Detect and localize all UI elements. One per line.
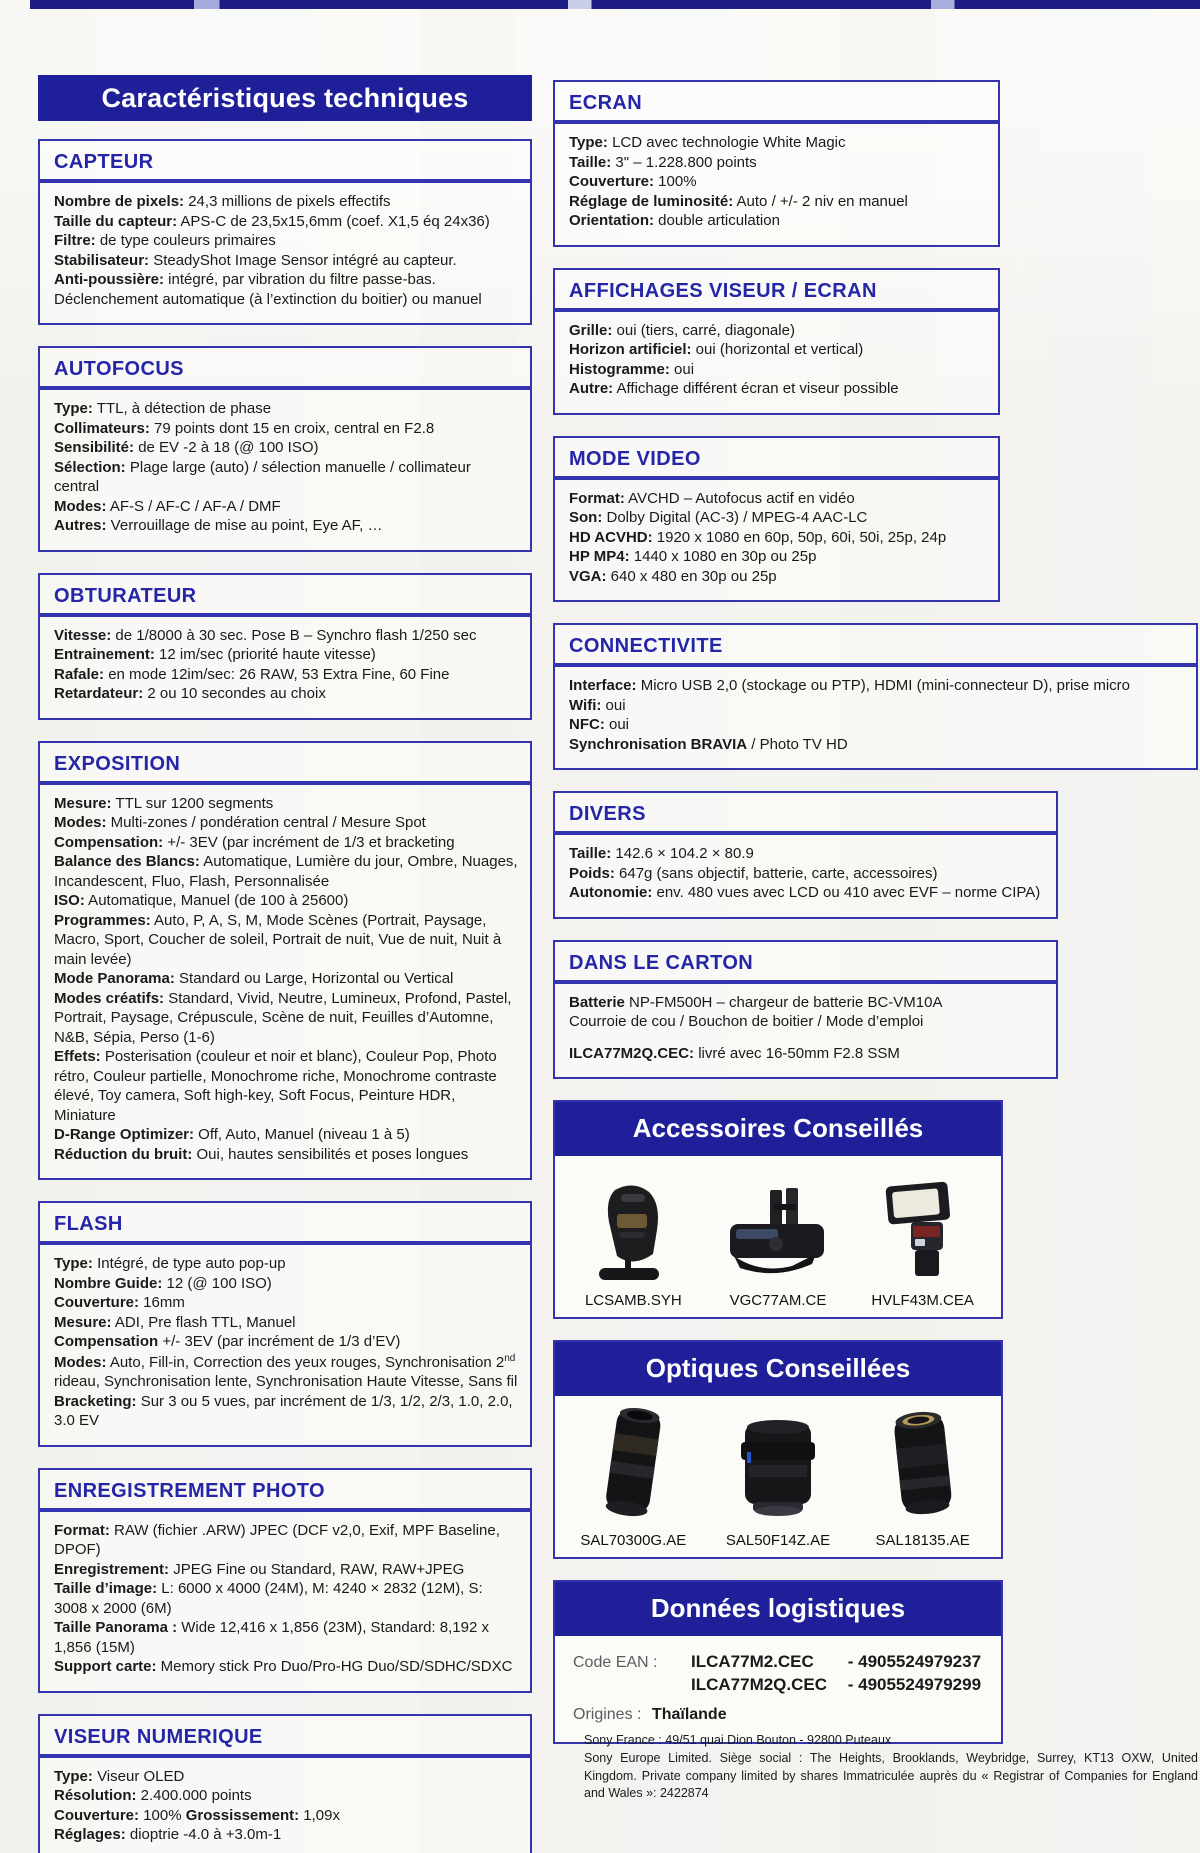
section-body — [555, 312, 998, 413]
section-body — [555, 667, 1196, 768]
spec-line: Son: Dolby Digital (AC-3) / MPEG-4 AAC-LC — [569, 509, 868, 526]
section-video — [553, 436, 1000, 603]
spec-line: NFC: oui — [569, 716, 630, 733]
ean-number: - 4905524979237 — [847, 1652, 982, 1671]
spec-line: Mesure: ADI, Pre flash TTL, Manuel — [54, 1313, 296, 1331]
spec-line: Retardateur: 2 ou 10 secondes au choix — [54, 685, 326, 702]
section-affichages — [553, 268, 1000, 415]
spec-line: Compensation +/- 3EV (par incrément de 1/3 d’EV) — [54, 1333, 401, 1350]
flash-unit-photo — [851, 1172, 994, 1284]
spec-line: Autre: Affichage différent écran et viseur possible — [569, 380, 899, 397]
spec-line: Enregistrement: JPEG Fine ou Standard, RAW, RAW+JPEG — [54, 1560, 465, 1578]
spec-line: Stabilisateur: SteadyShot Image Sensor intégré au capteur. — [54, 251, 457, 269]
spec-line: D-Range Optimizer: Off, Auto, Manuel (niveau 1 à 5) — [54, 1126, 410, 1143]
footer — [584, 1732, 1198, 1803]
spec-line: Synchronisation BRAVIA / Photo TV HD — [569, 735, 848, 753]
product-label: SAL18135.AE — [875, 1532, 970, 1549]
spec-line: Horizon artificiel: oui (horizontal et vertical) — [569, 341, 864, 358]
section-body — [555, 984, 1056, 1078]
section-body — [555, 480, 998, 601]
spec-line: Sélection: Plage large (auto) / sélection manuelle / collimateur central — [54, 458, 471, 495]
ean-value-row — [691, 1652, 981, 1672]
section-title-viseur: VISEUR NUMERIQUE — [54, 1725, 263, 1748]
section-body — [40, 1758, 530, 1853]
accessories-box — [553, 1100, 1003, 1319]
section-title-video: MODE VIDEO — [569, 447, 701, 470]
section-viseur — [38, 1714, 532, 1853]
spec-line: Type: Intégré, de type auto pop-up — [54, 1255, 286, 1272]
ean-value-row — [691, 1675, 981, 1695]
section-title-autofocus: AUTOFOCUS — [54, 358, 184, 380]
spec-line: Orientation: double articulation — [569, 212, 780, 229]
spec-line: Interface: Micro USB 2,0 (stockage ou PTP), HDMI (mini-connecteur D), prise micro — [569, 677, 1130, 694]
spec-line: Déclenchement automatique (à l’extinction du boitier) ou manuel — [54, 290, 482, 308]
section-title-obturateur: OBTURATEUR — [54, 584, 197, 607]
section-flash — [38, 1201, 532, 1447]
lens-zoom-photo — [851, 1412, 994, 1524]
section-body — [40, 1512, 530, 1691]
logistics-banner — [555, 1582, 1001, 1636]
lens-tele-photo — [562, 1412, 705, 1524]
section-body — [40, 183, 530, 323]
section-title-affichages: AFFICHAGES VISEUR / ECRAN — [569, 279, 877, 302]
section-obturateur — [38, 573, 532, 720]
footer-line-1: Sony France : 49/51 quai Dion Bouton - 92800 Puteaux — [584, 1733, 892, 1747]
spec-line: HP MP4: 1440 x 1080 en 30p ou 25p — [569, 548, 817, 565]
lens-prime-photo — [706, 1412, 849, 1524]
ean-values — [691, 1652, 981, 1698]
spec-line: Vitesse: de 1/8000 à 30 sec. Pose B – Synchro flash 1/250 sec — [54, 626, 477, 644]
product-label: HVLF43M.CEA — [871, 1292, 974, 1309]
spec-line: Nombre de pixels: 24,3 millions de pixels effectifs — [54, 193, 391, 210]
spec-line: Rafale: en mode 12im/sec: 26 RAW, 53 Extra Fine, 60 Fine — [54, 665, 450, 683]
spec-line: Taille Panorama : Wide 12,416 x 1,856 (23M), Standard: 8,192 x 1,856 (15M) — [54, 1619, 489, 1656]
product-label: LCSAMB.SYH — [584, 1292, 682, 1309]
battery-grip-photo — [706, 1172, 849, 1284]
product-battery-grip — [706, 1172, 849, 1309]
spec-line: Modes: Auto, Fill-in, Correction des yeux rouges, Synchronisation 2nd rideau, Synchronisation lente, Synchronisation Haute Vitesse, Sans fil — [54, 1352, 518, 1390]
spec-line: Réglage de luminosité: Auto / +/- 2 niv en manuel — [569, 192, 908, 210]
accessories-items — [555, 1156, 1001, 1317]
section-body — [40, 1245, 530, 1445]
ean-label: Code EAN : — [573, 1654, 658, 1671]
spec-line: Entrainement: 12 im/sec (priorité haute vitesse) — [54, 646, 376, 663]
product-lens-zoom — [851, 1412, 994, 1549]
origin-row — [573, 1704, 983, 1724]
section-title-enregistrement: ENREGISTREMENT PHOTO — [54, 1479, 325, 1502]
origin-label: Origines : — [573, 1706, 642, 1723]
spec-line: Courroie de cou / Bouchon de boitier / Mode d’emploi — [569, 1013, 924, 1030]
ean-code: ILCA77M2Q.CEC — [691, 1675, 828, 1694]
spec-line: Nombre Guide: 12 (@ 100 ISO) — [54, 1274, 272, 1292]
spec-line: Grille: oui (tiers, carré, diagonale) — [569, 321, 795, 339]
spec-line: Compensation: +/- 3EV (par incrément de 1/3 et bracketing — [54, 833, 455, 851]
section-title-exposition: EXPOSITION — [54, 752, 181, 775]
spec-line: Taille: 3" – 1.228.800 points — [569, 153, 757, 171]
ean-number: - 4905524979299 — [847, 1675, 982, 1694]
footer-line-2: Sony Europe Limited. Siège social : The Heights, Brooklands, Weybridge, Surrey, KT13 OXW, United Kingdom. Private company limited by shares Immatriculée auprès du « Registrar of Companies for England and Wales »: 2422874 — [584, 1750, 1198, 1801]
spec-line: Batterie NP-FM500H – chargeur de batterie BC-VM10A — [569, 993, 943, 1011]
top-edge-strip — [30, 0, 1200, 9]
product-label: SAL50F14Z.AE — [725, 1532, 831, 1549]
spec-line: HD ACVHD: 1920 x 1080 en 60p, 50p, 60i, 50i, 25p, 24p — [569, 528, 947, 546]
section-title-flash: FLASH — [54, 1213, 123, 1235]
product-lens-prime — [706, 1412, 849, 1549]
spec-line: Anti-poussière: intégré, par vibration du filtre passe-bas. — [54, 271, 436, 288]
spec-line: Autres: Verrouillage de mise au point, Eye AF, … — [54, 517, 383, 534]
section-body — [555, 124, 998, 245]
section-divers — [553, 791, 1058, 919]
product-label: SAL70300G.AE — [580, 1532, 687, 1549]
section-title-carton: DANS LE CARTON — [569, 951, 754, 974]
spec-line: Résolution: 2.400.000 points — [54, 1787, 252, 1804]
section-connectivite — [553, 623, 1198, 770]
section-title-connectivite: CONNECTIVITE — [569, 635, 723, 657]
spec-line: Couverture: 16mm — [54, 1294, 185, 1311]
spec-line: Couverture: 100% Grossissement: 1,09x — [54, 1806, 340, 1824]
spec-line: Réduction du bruit: Oui, hautes sensibilités et poses longues — [54, 1145, 469, 1163]
product-label: VGC77AM.CE — [729, 1292, 827, 1309]
logistics-title: Données logistiques — [650, 1593, 906, 1623]
left-sections — [38, 139, 532, 1853]
spec-line: Taille: 142.6 × 104.2 × 80.9 — [569, 845, 754, 862]
right-column — [553, 80, 1200, 1765]
product-flash-unit — [851, 1172, 994, 1309]
spec-line: Mesure: TTL sur 1200 segments — [54, 794, 274, 812]
spec-line: ILCA77M2Q.CEC: livré avec 16-50mm F2.8 SSM — [569, 1044, 900, 1062]
section-exposition — [38, 741, 532, 1181]
spec-line: Histogramme: oui — [569, 360, 695, 378]
section-carton — [553, 940, 1058, 1080]
product-camera-case — [562, 1172, 705, 1309]
spec-line: Poids: 647g (sans objectif, batterie, carte, accessoires) — [569, 864, 938, 882]
spec-line: Collimateurs: 79 points dont 15 en croix, central en F2.8 — [54, 419, 435, 437]
section-capteur — [38, 139, 532, 325]
spec-line: Taille d’image: L: 6000 x 4000 (24M), M: 4240 × 2832 (12M), S: 3008 x 2000 (6M) — [54, 1580, 483, 1617]
spec-line: Type: Viseur OLED — [54, 1767, 185, 1785]
spec-line: Sensibilité: de EV -2 à 18 (@ 100 ISO) — [54, 439, 319, 456]
page-title: Caractéristiques techniques — [38, 75, 532, 121]
spec-line: Programmes: Auto, P, A, S, M, Mode Scènes (Portrait, Paysage, Macro, Sport, Coucher de soleil, Portrait de nuit, Vue de nuit, Nuit à main levée) — [54, 911, 502, 968]
spec-line: Taille du capteur: APS-C de 23,5x15,6mm (coef. X1,5 éq 24x36) — [54, 212, 490, 230]
lenses-box — [553, 1340, 1003, 1559]
section-body — [40, 785, 530, 1179]
lenses-title: Optiques Conseillées — [645, 1353, 911, 1383]
accessories-banner — [555, 1102, 1001, 1156]
logistics-box — [553, 1580, 1003, 1744]
spec-line: Support carte: Memory stick Pro Duo/Pro-HG Duo/SD/SDHC/SDXC — [54, 1658, 513, 1675]
section-body — [555, 835, 1056, 917]
section-title-capteur: CAPTEUR — [54, 151, 154, 173]
spec-line: Mode Panorama: Standard ou Large, Horizontal ou Vertical — [54, 970, 454, 987]
spec-line: Couverture: 100% — [569, 173, 697, 190]
accessories-title: Accessoires Conseillés — [632, 1113, 924, 1143]
section-enregistrement — [38, 1468, 532, 1693]
camera-case-photo — [562, 1172, 705, 1284]
spec-line: Type: TTL, à détection de phase — [54, 400, 272, 417]
spec-line: Autonomie: env. 480 vues avec LCD ou 410 avec EVF – norme CIPA) — [569, 884, 1041, 901]
spec-line: Format: RAW (fichier .ARW) JPEC (DCF v2,0, Exif, MPF Baseline, DPOF) — [54, 1521, 500, 1558]
product-lens-tele — [562, 1412, 705, 1549]
section-title-divers: DIVERS — [569, 803, 646, 825]
spec-line — [569, 1032, 1044, 1044]
section-body — [40, 617, 530, 718]
section-body — [40, 390, 530, 550]
spec-line: Type: LCD avec technologie White Magic — [569, 134, 846, 151]
lenses-banner — [555, 1342, 1001, 1396]
spec-line: Modes: Multi-zones / pondération central / Mesure Spot — [54, 814, 426, 831]
spec-line: ISO: Automatique, Manuel (de 100 à 25600) — [54, 892, 349, 909]
right-sections — [553, 80, 1200, 1079]
lenses-items — [555, 1396, 1001, 1557]
spec-line: Effets: Posterisation (couleur et noir et blanc), Couleur Pop, Photo rétro, Couleur partielle, Monochrome riche, Monochrome contraste élevé, Toy camera, Soft high-key, Soft Focus, Peinture HDR, Miniature — [54, 1048, 497, 1124]
spec-line: Format: AVCHD – Autofocus actif en vidéo — [569, 489, 855, 507]
section-ecran — [553, 80, 1000, 247]
spec-line: Balance des Blancs: Automatique, Lumière du jour, Ombre, Nuages, Incandescent, Fluo, Flash, Personnalisée — [54, 853, 518, 890]
origin-value: Thaïlande — [651, 1706, 727, 1723]
spec-line: Wifi: oui — [569, 696, 626, 714]
ean-code: ILCA77M2.CEC — [691, 1652, 814, 1671]
spec-line: Bracketing: Sur 3 ou 5 vues, par incrément de 1/3, 1/2, 2/3, 1.0, 2.0, 3.0 EV — [54, 1392, 513, 1429]
spec-line: VGA: 640 x 480 en 30p ou 25p — [569, 567, 777, 585]
logistics-body — [555, 1636, 1001, 1742]
left-column — [38, 75, 532, 1853]
spec-line: Filtre: de type couleurs primaires — [54, 232, 276, 249]
section-title-ecran: ECRAN — [569, 92, 643, 114]
spec-line: Modes créatifs: Standard, Vivid, Neutre, Lumineux, Profond, Pastel, Portrait, Paysage, Crépuscule, Scène de nuit, Feuilles d’Automne, N&B, Sépia, Perso (1-6) — [54, 989, 512, 1046]
section-autofocus — [38, 346, 532, 552]
spec-line: Modes: AF-S / AF-C / AF-A / DMF — [54, 497, 281, 515]
spec-line: Réglages: dioptrie -4.0 à +3.0m-1 — [54, 1826, 282, 1843]
